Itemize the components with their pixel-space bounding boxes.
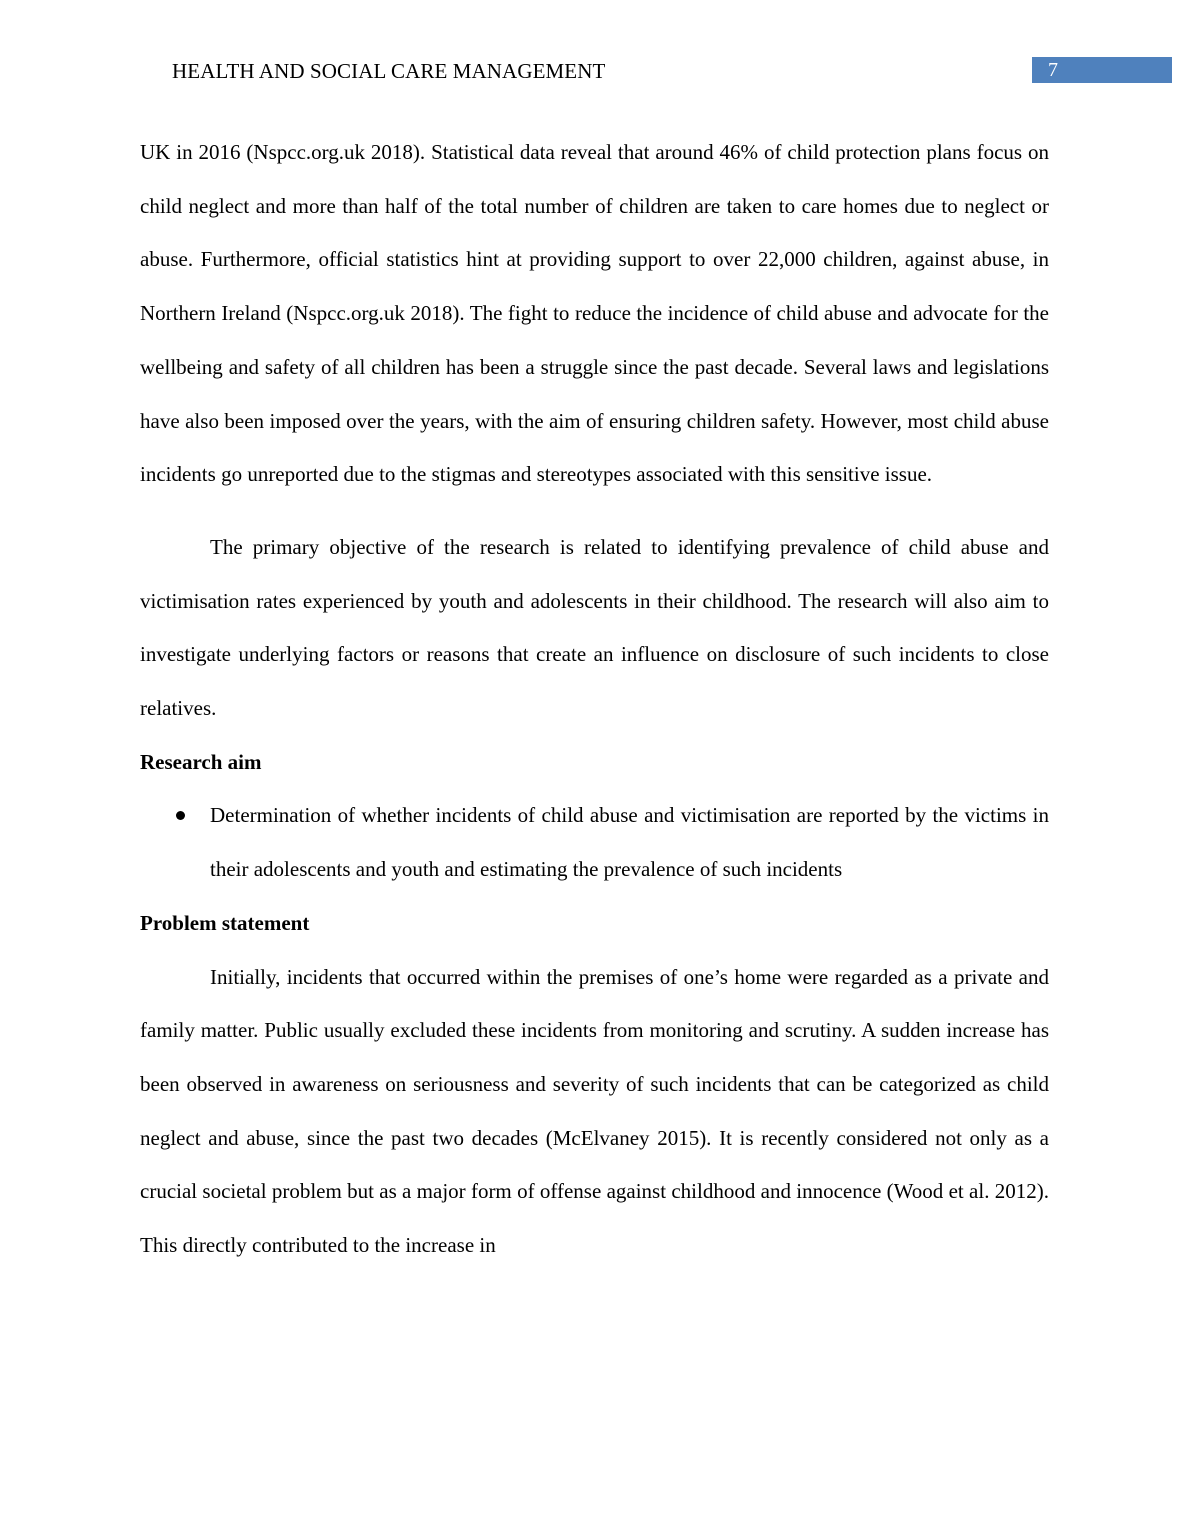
paragraph-problem-statement: Initially, incidents that occurred within the premises of one’s home were regarded as a private and family matter. Public usually excluded these incidents from monitoring and scrutiny. A sudden increase has been observed in awareness on seriousness and severity of such incidents that can be categorized as child neglect and abuse, since the past two decades (McElvaney 2015). It is recently considered not only as a crucial societal problem but as a major form of offense against childhood and innocence (Wood et al. 2012). This directly contributed to the increase in	[140, 964, 1049, 1258]
research-aim-bullet-item	[140, 789, 1049, 896]
running-head-title: HEALTH AND SOCIAL CARE MANAGEMENT	[172, 59, 606, 83]
paragraph-objective: The primary objective of the research is related to identifying prevalence of child abuse and victimisation rates experienced by youth and adolescents in their childhood. The research will also aim to investigate underlying factors or reasons that create an influence on disclosure of such incidents to close relatives.	[140, 534, 1049, 721]
research-aim-list	[140, 789, 1049, 896]
page-number-badge	[1032, 57, 1172, 83]
document-body	[140, 126, 1049, 1273]
research-aim-bullet-text: Determination of whether incidents of child abuse and victimisation are reported by the victims in their adolescents and youth and estimating the prevalence of such incidents	[210, 803, 1049, 882]
bullet-dot-icon	[176, 811, 185, 820]
paragraph-intro-continued: UK in 2016 (Nspcc.org.uk 2018). Statistical data reveal that around 46% of child protection plans focus on child neglect and more than half of the total number of children are taken to care homes due to neglect or abuse. Furthermore, official statistics hint at providing support to over 22,000 children, against abuse, in Northern Ireland (Nspcc.org.uk 2018). The fight to reduce the incidence of child abuse and advocate for the wellbeing and safety of all children has been a struggle since the past decade. Several laws and legislations have also been imposed over the years, with the aim of ensuring children safety. However, most child abuse incidents go unreported due to the stigmas and stereotypes associated with this sensitive issue.	[140, 140, 1049, 487]
page-number: 7	[1048, 59, 1058, 81]
heading-research-aim: Research aim	[140, 749, 262, 774]
heading-problem-statement: Problem statement	[140, 910, 310, 935]
